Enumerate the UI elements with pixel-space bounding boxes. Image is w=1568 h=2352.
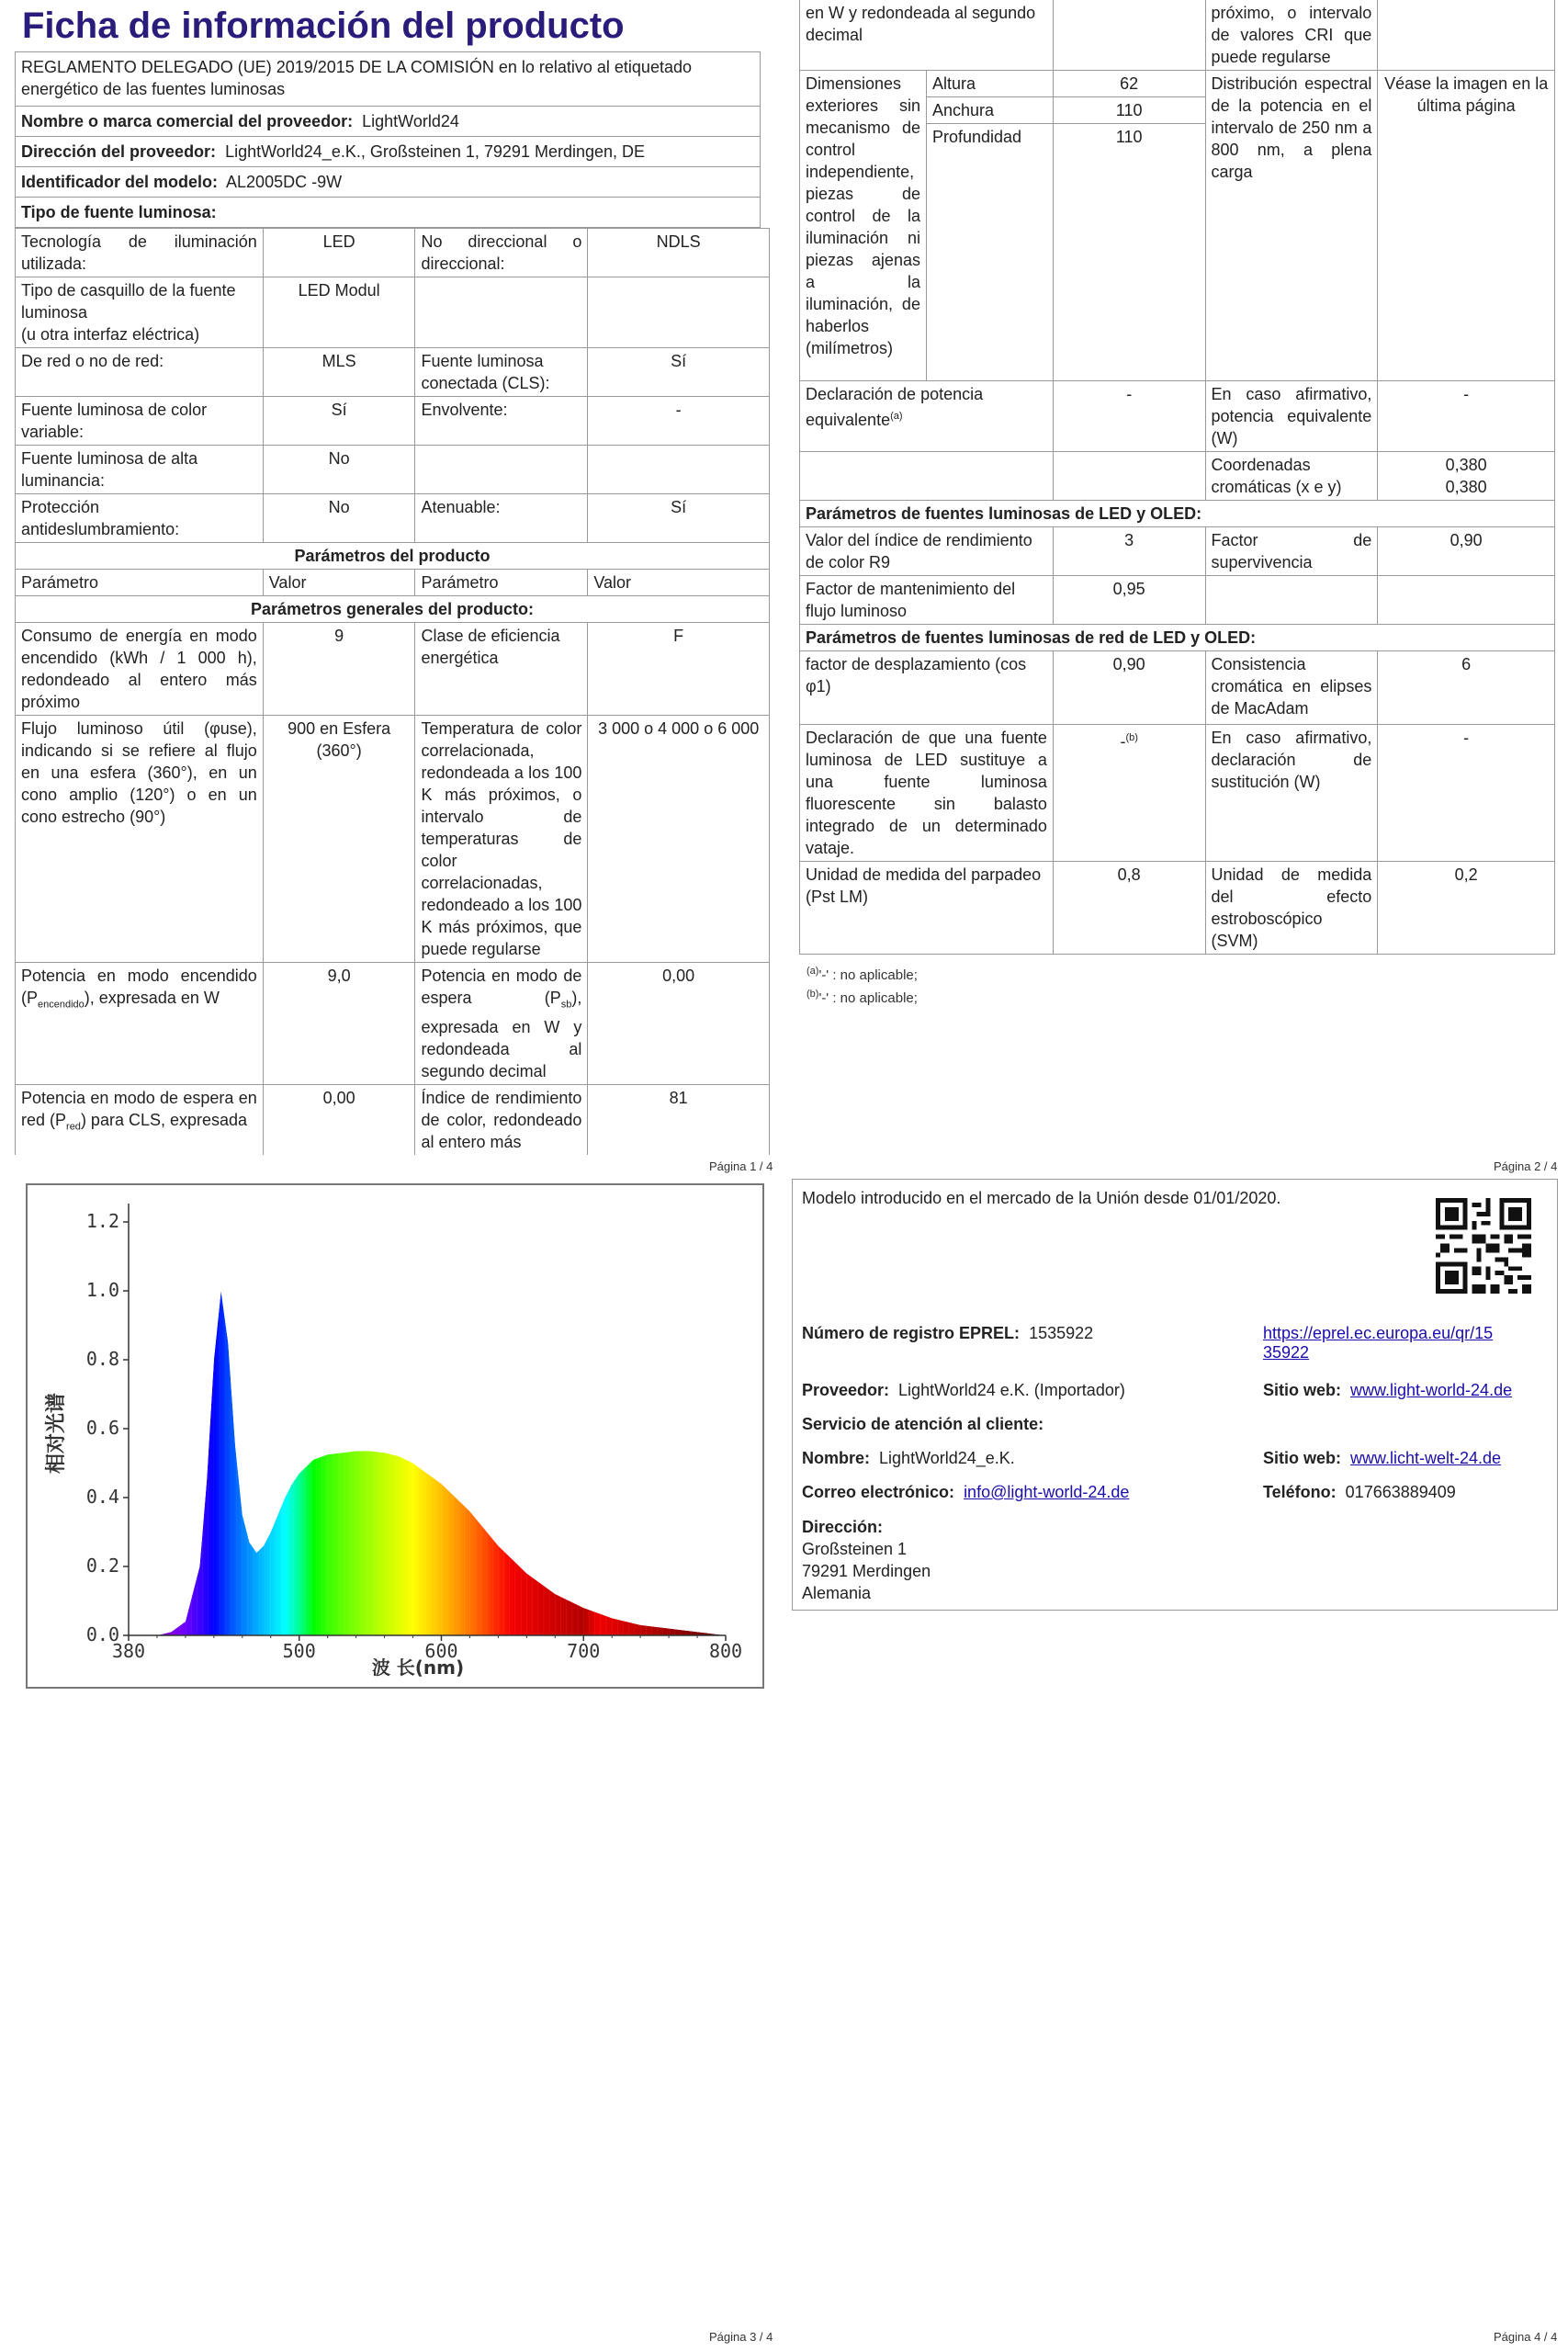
tech-value: LED (263, 229, 415, 277)
cct-label: Temperatura de color correlacionada, redondeada a los 100 K más próximos, o intervalo de temperaturas de color correlacionadas, redondeado a los 100 K más próximos, que puede regularse (415, 716, 588, 963)
surv-value: 0,90 (1378, 527, 1555, 576)
email-link[interactable]: info@light-world-24.de (964, 1483, 1130, 1501)
pst-label: Unidad de medida del parpadeo (Pst LM) (800, 862, 1054, 955)
nondir-label: No direccional o direccional: (415, 229, 588, 277)
eprel-link-box (1263, 1324, 1539, 1363)
source-type-table (15, 228, 770, 1155)
supplier-row (802, 1381, 1125, 1400)
supplier-label: Proveedor: (802, 1381, 890, 1399)
energy-label: Consumo de energía en modo encendido (kWh / 1 000 h), redondeado al entero más próximo (16, 623, 264, 716)
pon-value: 9,0 (263, 963, 415, 1085)
svm-value: 0,2 (1378, 862, 1555, 955)
flux-value: 900 en Esfera (360°) (263, 716, 415, 963)
cont-right: próximo, o intervalo de valores CRI que puede regularse (1205, 0, 1378, 71)
table-row (16, 494, 770, 543)
psb-value: 0,00 (588, 963, 770, 1085)
eqp-label: Declaración de potencia equivalente$^{(a)}$ (800, 381, 1054, 452)
address-value: LightWorld24_e.K., Großsteinen 1, 79291 Merdingen, DE (225, 142, 646, 161)
eqw-value: - (1378, 381, 1555, 452)
model-value: AL2005DC -9W (226, 173, 343, 191)
page-number-3: Página 3 / 4 (709, 2330, 773, 2344)
addr-line-3: Alemania (802, 1584, 872, 1602)
table-row (800, 651, 1555, 725)
addr-line-1: Großsteinen 1 (802, 1540, 908, 1558)
supplier-value: LightWorld24 e.K. (Importador) (898, 1381, 1125, 1399)
spectrum-chart (28, 1185, 762, 1687)
tech-label: Tecnología de iluminación utilizada: (16, 229, 264, 277)
chrom-value: 0,380 0,380 (1378, 452, 1555, 501)
phone-row (1263, 1483, 1456, 1502)
y-tick-label: 1.2 (85, 1210, 119, 1232)
supplier-row (16, 107, 760, 137)
phone-label: Teléfono: (1263, 1483, 1337, 1501)
page-number-4: Página 4 / 4 (1494, 2330, 1558, 2344)
header-box (15, 51, 761, 228)
intro-text: Modelo introducido en el mercado de la Unión desde 01/01/2020. (802, 1189, 1281, 1207)
web1-row (1263, 1381, 1512, 1400)
dims-label: Dimensiones exteriores sin mecanismo de control independiente, piezas de control de la iluminación ni piezas ajenas a la iluminación, de haberlos (milímetros) (800, 71, 927, 381)
col-value2: Valor (588, 570, 770, 596)
nondir-value: NDLS (588, 229, 770, 277)
service-heading: Servicio de atención al cliente: (802, 1415, 1044, 1433)
disp-label: factor de desplazamiento (cos φ1) (800, 651, 1054, 725)
cc-label: Consistencia cromática en elipses de MacAdam (1205, 651, 1378, 725)
qr-code-icon[interactable] (1436, 1198, 1531, 1294)
regulation-text: REGLAMENTO DELEGADO (UE) 2019/2015 DE LA COMISIÓN en lo relativo al etiquetado energético de las fuentes luminosas (16, 52, 760, 107)
y-tick-label: 0.8 (85, 1348, 119, 1370)
web2-row (1263, 1449, 1501, 1468)
addr-line-2: 79291 Merdingen (802, 1562, 931, 1580)
y-tick-label: 0.4 (85, 1486, 119, 1508)
table-row (16, 446, 770, 494)
depth-label: Profundidad (926, 124, 1053, 381)
col-value: Valor (263, 570, 415, 596)
page-number-2: Página 2 / 4 (1494, 1159, 1558, 1173)
address-block (802, 1516, 931, 1604)
psb-label: Potencia en modo de espera $(P_{sb})$, expresada en W y redondeada al segundo decimal (415, 963, 588, 1085)
name-row (802, 1449, 1015, 1468)
chrom-label: Coordenadas cromáticas (x e y) (1205, 452, 1378, 501)
width-value: 110 (1053, 97, 1205, 124)
y-tick-label: 0.6 (85, 1417, 119, 1439)
plot-area (86, 1204, 742, 1662)
table-row (16, 277, 770, 348)
table-row (800, 862, 1555, 955)
table-row (16, 596, 770, 623)
model-row (16, 167, 760, 198)
table-row (800, 381, 1555, 452)
x-tick-label: 500 (282, 1640, 316, 1662)
eprel-row (802, 1324, 1093, 1343)
cri-label: Índice de rendimiento de color, redondeado al entero más (415, 1084, 588, 1155)
hl-value: No (263, 446, 415, 494)
table-row (16, 716, 770, 963)
cct-value: 3 000 o 4 000 o 6 000 (588, 716, 770, 963)
table-row (16, 570, 770, 596)
table-row (16, 348, 770, 397)
cc-value: 6 (1378, 651, 1555, 725)
surv-label: Factor de supervivencia (1205, 527, 1378, 576)
address-label: Dirección del proveedor: (21, 142, 217, 161)
info-card (792, 1179, 1558, 1611)
eqw-label: En caso afirmativo, potencia equivalente (W) (1205, 381, 1378, 452)
height-value: 62 (1053, 71, 1205, 97)
cont-left: en W y redondeada al segundo decimal (800, 0, 1054, 71)
table-row (16, 397, 770, 446)
spd-label: Distribución espectral de la potencia en el intervalo de 250 nm a 800 nm, a plena carga (1205, 71, 1378, 381)
x-axis-label: 波 长(nm) (371, 1657, 465, 1679)
page-2 (799, 0, 1555, 1006)
eqp-value: - (1053, 381, 1205, 452)
cap-cell (16, 277, 264, 348)
eclass-value: F (588, 623, 770, 716)
repl-value: -$^{(b)}$ (1053, 725, 1205, 862)
name-value: LightWorld24_e.K. (879, 1449, 1015, 1467)
y-axis-label: 相对光谱 (45, 1392, 68, 1475)
col-param: Parámetro (16, 570, 264, 596)
y-tick-label: 0.0 (85, 1623, 119, 1645)
page-title: Ficha de información del producto (22, 6, 625, 46)
col-param2: Parámetro (415, 570, 588, 596)
email-row (802, 1483, 1129, 1502)
table-row (16, 623, 770, 716)
mains-value: MLS (263, 348, 415, 397)
colvar-label: Fuente luminosa de color variable: (16, 397, 264, 446)
x-tick-label: 600 (424, 1640, 458, 1662)
phone-value: 017663889409 (1345, 1483, 1456, 1501)
supplier-value: LightWorld24 (362, 112, 459, 130)
eprel-link[interactable]: https://eprel.ec.europa.eu/qr/15 35922 (1263, 1324, 1494, 1362)
table-row (800, 625, 1555, 651)
table-row (16, 543, 770, 570)
flux-label: Flujo luminoso útil (φuse), indicando si se refiere al flujo en una esfera (360°), en un cono amplio (120°) o en un cono estrecho (90°) (16, 716, 264, 963)
pnet-value: 0,00 (263, 1084, 415, 1155)
repl-label: Declaración de que una fuente luminosa de LED sustituye a una fuente luminosa fluorescente sin balasto integrado de un determinado vataje. (800, 725, 1054, 862)
supplier-label: Nombre o marca comercial del proveedor: (21, 112, 354, 130)
table-row (800, 527, 1555, 576)
disp-value: 0,90 (1053, 651, 1205, 725)
cap-label: Tipo de casquillo de la fuente luminosa (21, 281, 236, 322)
glare-label: Protección antideslumbramiento: (16, 494, 264, 543)
table-row (800, 0, 1555, 71)
cap-value: LED Modul (263, 277, 415, 348)
cap-sub: (u otra interfaz eléctrica) (21, 325, 200, 344)
addr-label: Dirección: (802, 1518, 884, 1536)
spectrum-chart-box (26, 1183, 764, 1689)
replw-label: En caso afirmativo, declaración de sustitución (W) (1205, 725, 1378, 862)
depth-value: 110 (1053, 124, 1205, 381)
footnote-a: $^{(a)}$'-' : no aplicable; (807, 966, 918, 983)
eclass-label: Clase de eficiencia energética (415, 623, 588, 716)
lm-label: Factor de mantenimiento del flujo luminoso (800, 576, 1054, 625)
dim-value: Sí (588, 494, 770, 543)
replw-value: - (1378, 725, 1555, 862)
web2-label: Sitio web: (1263, 1449, 1341, 1467)
name-label: Nombre: (802, 1449, 871, 1467)
table-row (800, 725, 1555, 862)
model-label: Identificador del modelo: (21, 173, 219, 191)
lm-value: 0,95 (1053, 576, 1205, 625)
gen-params-heading: Parámetros generales del producto: (16, 596, 770, 623)
cls-value: Sí (588, 348, 770, 397)
page-1 (15, 0, 770, 1155)
web1-link[interactable]: www.light-world-24.de (1350, 1381, 1513, 1399)
env-value: - (588, 397, 770, 446)
table-row (16, 1084, 770, 1155)
y-tick-label: 0.2 (85, 1555, 119, 1577)
pon-label: Potencia en modo encendido $(P_{encendido})$, expresada en W (16, 963, 264, 1085)
address-row (16, 137, 760, 167)
r9-value: 3 (1053, 527, 1205, 576)
table-row (16, 229, 770, 277)
hl-label: Fuente luminosa de alta luminancia: (16, 446, 264, 494)
x-tick-label: 380 (111, 1640, 146, 1662)
table-row (800, 576, 1555, 625)
table-row (800, 71, 1555, 97)
x-tick-label: 700 (567, 1640, 601, 1662)
colvar-value: Sí (263, 397, 415, 446)
prod-params-heading: Parámetros del producto (16, 543, 770, 570)
led-params-heading: Parámetros de fuentes luminosas de LED y OLED: (800, 501, 1555, 527)
continued-table (799, 0, 1555, 955)
y-tick-label: 1.0 (85, 1279, 119, 1301)
dim-label: Atenuable: (415, 494, 588, 543)
table-row (800, 501, 1555, 527)
web1-label: Sitio web: (1263, 1381, 1341, 1399)
eprel-label: Número de registro EPREL: (802, 1324, 1021, 1342)
table-row (16, 963, 770, 1085)
mains-led-params-heading: Parámetros de fuentes luminosas de red de LED y OLED: (800, 625, 1555, 651)
energy-value: 9 (263, 623, 415, 716)
cri-value: 81 (588, 1084, 770, 1155)
spd-value: Véase la imagen en la última página (1378, 71, 1555, 381)
width-label: Anchura (926, 97, 1053, 124)
x-tick-label: 800 (708, 1640, 743, 1662)
eprel-value: 1535922 (1029, 1324, 1094, 1342)
height-label: Altura (926, 71, 1053, 97)
pnet-label: Potencia en modo de espera en red $(P_{red})$ para CLS, expresada (16, 1084, 264, 1155)
r9-label: Valor del índice de rendimiento de color R9 (800, 527, 1054, 576)
cls-label: Fuente luminosa conectada (CLS): (415, 348, 588, 397)
type-heading: Tipo de fuente luminosa: (21, 203, 217, 221)
email-label: Correo electrónico: (802, 1483, 955, 1501)
pst-value: 0,8 (1053, 862, 1205, 955)
mains-label: De red o no de red: (16, 348, 264, 397)
page-number-1: Página 1 / 4 (709, 1159, 773, 1173)
svm-label: Unidad de medida del efecto estroboscópico (SVM) (1205, 862, 1378, 955)
env-label: Envolvente: (415, 397, 588, 446)
footnote-b: $^{(b)}$'-' : no aplicable; (807, 989, 918, 1006)
web2-link[interactable]: www.licht-welt-24.de (1350, 1449, 1502, 1467)
table-row (800, 452, 1555, 501)
glare-value: No (263, 494, 415, 543)
